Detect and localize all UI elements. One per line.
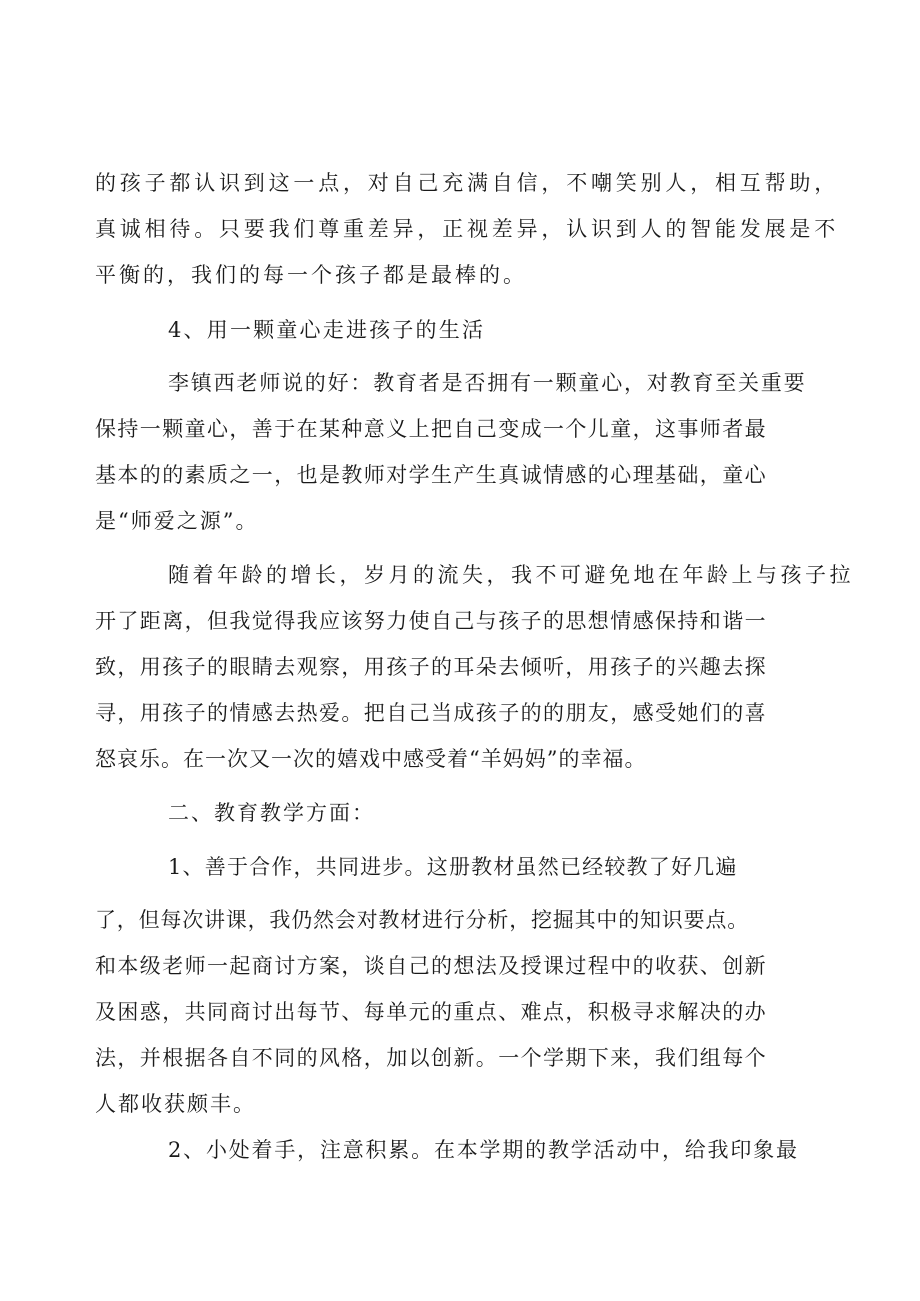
text-line: [0, 501, 920, 541]
text-line: [0, 363, 920, 403]
line-text: 保持一颗童心，善于在某种意义上把自己变成一个儿童，这事师者最: [95, 417, 767, 441]
text-line: [0, 409, 920, 449]
line-text: 开了距离，但我觉得我应该努力使自己与孩子的思想情感保持和谐一: [95, 609, 767, 633]
line-text: 基本的的素质之一，也是教师对学生产生真诚情感的心理基础，童心: [95, 463, 767, 487]
text-line: [0, 992, 920, 1032]
text-line: [0, 739, 920, 779]
text-line: [0, 455, 920, 495]
heading-text: 4、用一颗童心走进孩子的生活: [168, 318, 486, 342]
line-text: 了，但每次讲课，我仍然会对教材进行分析，挖掘其中的知识要点。: [95, 908, 749, 932]
text-line: [0, 1038, 920, 1078]
line-text: 及困惑，共同商讨出每节、每单元的重点、难点，积极寻求解决的办: [95, 1000, 767, 1024]
text-line: [0, 946, 920, 986]
text-line: [0, 1084, 920, 1124]
text-line: [0, 847, 920, 887]
line-text: 随着年龄的增长，岁月的流失，我不可避免地在年龄上与孩子拉: [168, 563, 854, 587]
line-text: 真诚相待。只要我们尊重差异，正视差异，认识到人的智能发展是不: [95, 217, 839, 241]
text-line: [0, 900, 920, 940]
line-text: 致，用孩子的眼睛去观察，用孩子的耳朵去倾听，用孩子的兴趣去探: [95, 655, 767, 679]
line-text: 的孩子都认识到这一点，对自己充满自信，不嘲笑别人，相互帮助，: [95, 171, 839, 195]
text-line: [0, 647, 920, 687]
text-line: [0, 1130, 920, 1170]
line-text: 李镇西老师说的好：教育者是否拥有一颗童心，对教育至关重要: [168, 371, 807, 395]
line-text: 法，并根据各自不同的风格，加以创新。一个学期下来，我们组每个: [95, 1046, 767, 1070]
line-text: 2、小处着手，注意积累。在本学期的教学活动中，给我印象最: [168, 1138, 799, 1162]
heading-text: 二、教育教学方面：: [168, 801, 375, 825]
section-heading: [0, 793, 920, 833]
line-text: 人都收获颇丰。: [95, 1092, 256, 1116]
line-text: 是“师爱之源”。: [95, 509, 259, 533]
text-line: [0, 163, 920, 203]
section-heading: [0, 310, 920, 350]
text-line: [0, 693, 920, 733]
line-text: 寻，用孩子的情感去热爱。把自己当成孩子的的朋友，感受她们的喜: [95, 701, 767, 725]
text-line: [0, 255, 920, 295]
line-text: 和本级老师一起商讨方案，谈自己的想法及授课过程中的收获、创新: [95, 954, 767, 978]
text-line: [0, 209, 920, 249]
text-line: [0, 555, 920, 595]
line-text: 怒哀乐。在一次又一次的嬉戏中感受着“羊妈妈”的幸福。: [95, 747, 647, 771]
line-text: 1、善于合作，共同进步。这册教材虽然已经较教了好几遍: [168, 855, 738, 879]
text-line: [0, 601, 920, 641]
line-text: 平衡的，我们的每一个孩子都是最棒的。: [95, 263, 527, 287]
